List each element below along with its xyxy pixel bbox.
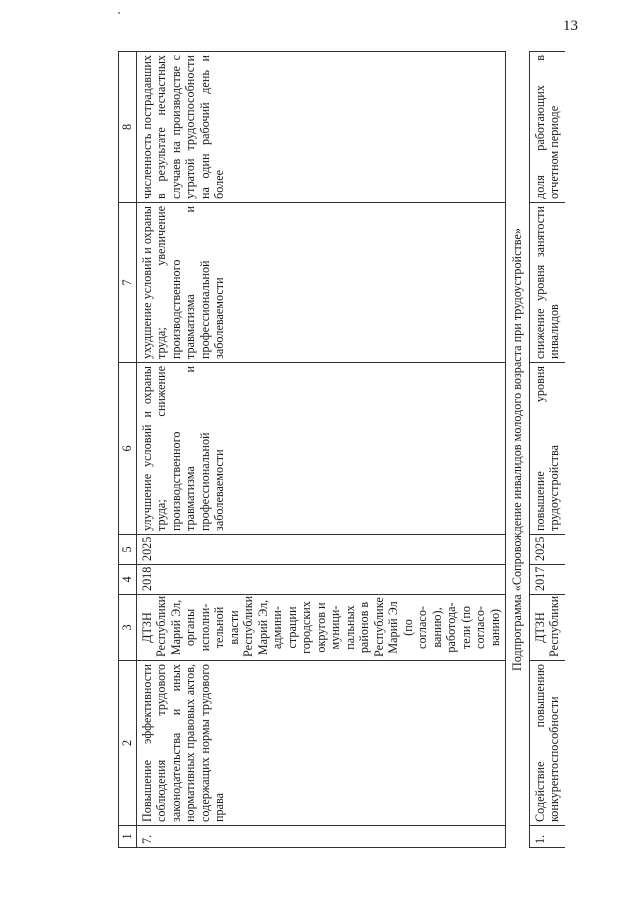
measure-cell: Повышение эффективности соблюдения трудового законодательства и иных нормативных правовых актов, содержащих нормы трудового права [136,661,506,826]
header-row [119,52,137,848]
subprogram-title: Подпрограмма «Сопровождение инвалидов молодого возраста при трудоустройстве» [506,52,530,848]
row-number: 7. [136,826,506,848]
rotated-table-container [118,52,600,848]
table-row [529,52,565,848]
table-row [136,52,506,848]
col-header-7: 7 [119,203,137,363]
end-year-cell: 2025 [136,535,506,565]
consequence-cell: снижение уровня занятости инвалидов [529,203,565,363]
indicator-cell: доля работающих в отчетном периоде [529,52,565,203]
scan-speck [118,12,120,14]
executor-cell: ДТЗН Республики [529,595,565,661]
col-header-2: 2 [119,661,137,826]
result-cell: улучшение условий и охраны труда; снижение производственного травматизма и профессиональной заболеваемости [136,363,506,535]
subprogram-row [506,52,530,848]
start-year-cell: 2018 [136,565,506,595]
executor-cell: ДТЗН Республики Марий Эл, органы исполни-тельной власти Республики Марий Эл, админи-страции городских округов и муници-пальных районов в Республике Марий Эл (по согласо-ванию), работода-тели (по согласо-ванию) [136,595,506,661]
consequence-cell: ухудшение условий и охраны труда; увеличение производственного травматизма и профессиональной заболеваемости [136,203,506,363]
col-header-3: 3 [119,595,137,661]
indicator-cell: численность пострадавших в результате несчастных случаев на производстве с утратой трудоспособности на один рабочий день и более [136,52,506,203]
measure-cell: Содействие повышению конкурентоспособности [529,661,565,826]
col-header-5: 5 [119,535,137,565]
col-header-4: 4 [119,565,137,595]
start-year-cell: 2017 [529,565,565,595]
col-header-1: 1 [119,826,137,848]
measures-table [118,51,565,848]
page-number: 13 [563,18,578,34]
end-year-cell: 2025 [529,535,565,565]
col-header-6: 6 [119,363,137,535]
row-number: 1. [529,826,565,848]
col-header-8: 8 [119,52,137,203]
result-cell: повышение уровня трудоустройства [529,363,565,535]
